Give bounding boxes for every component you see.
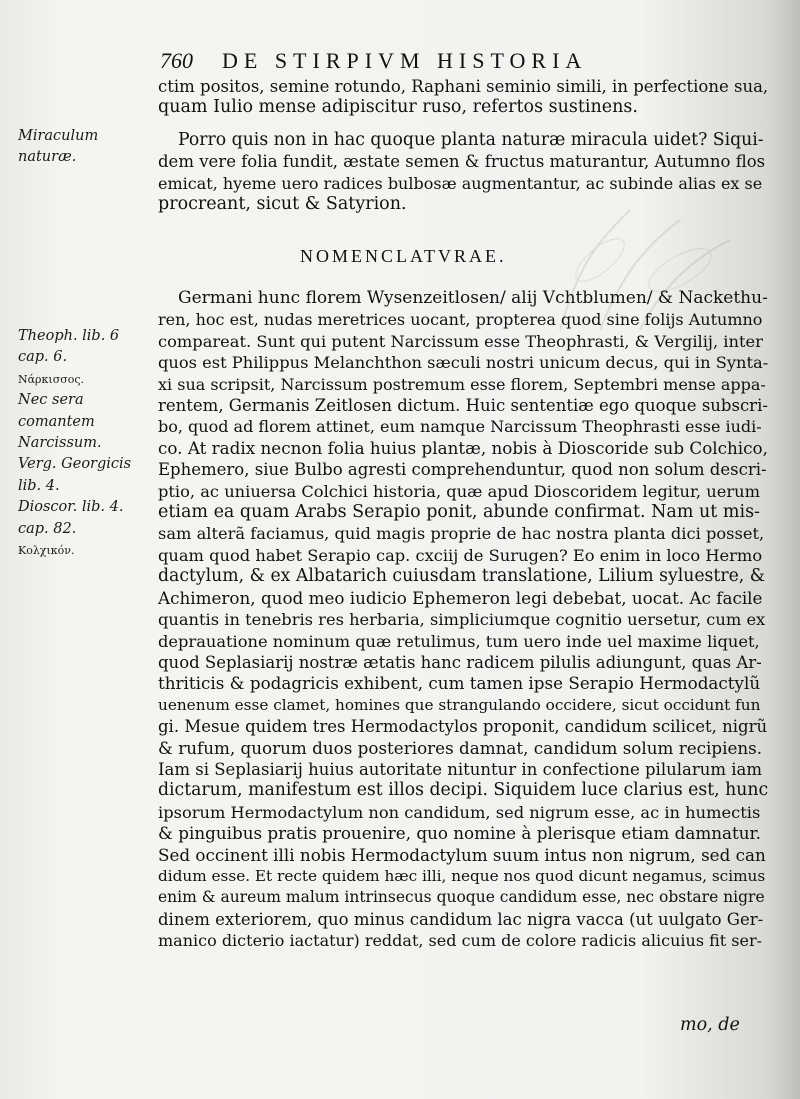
paragraph-miracula [158,130,768,216]
text-line: compareat. Sunt qui putent Narcissum esse Theophrasti, & Vergilij, inter [158,331,763,351]
text-line: Sed occinent illi nobis Hermodactylum suum intus non nigrum, sed can [158,844,766,865]
margin-citation: Theoph. lib. 6 [18,328,120,344]
text-line: emicat, hyeme uero radices bulbosæ augmentantur, ac subinde alias ex se [158,173,763,193]
running-title: DE STIRPIVM HISTORIA [222,48,588,73]
page-number: 760 [160,48,193,73]
text-line: dem vere folia fundit, æstate semen & fructus maturantur, Autumno flos [158,152,766,172]
text-line: etiam ea quam Arabs Serapio ponit, abunde confirmat. Nam ut mis- [158,502,760,523]
text-line: procreant, sicut & Satyrion. [158,194,407,215]
margin-citation: cap. 6. [18,349,68,366]
text-line: manico dicterio iactatur) reddat, sed cum de colore radicis alicuius fit ser- [158,931,763,951]
text-line: bo, quod ad florem attinet, eum namque Narcissum Theophrasti esse iudi- [158,417,762,437]
margin-note-line: Miraculum [18,128,99,144]
margin-citation: lib. 4. [18,477,60,494]
text-line: quantis in tenebris res herbaria, simpliciumque cognitio uersetur, cum ex [158,610,766,630]
text-line: didum esse. Et recte quidem hæc illi, neque nos quod dicunt negamus, scimus [158,866,766,885]
text-line: & pinguibus pratis prouenire, quo nomine à plerisque etiam damnatur. [158,823,761,844]
text-line: thriticis & podagricis exhibent, cum tamen ipse Serapio Hermodactylũ [158,673,761,694]
text-line: Achimeron, quod meo iudicio Ephemeron legi debebat, uocat. Ac facile [158,587,763,608]
text-line: Ephemero, siue Bulbo agresti comprehenduntur, quod non solum descri- [158,460,767,480]
text-line: ren, hoc est, nudas meretrices uocant, propterea quod sine folijs Autumno [158,310,763,330]
text-line: ipsorum Hermodactylum non candidum, sed nigrum esse, ac in humectis [158,802,761,822]
text-line: uenenum esse clamet, homines que strangulando occidere, sicut occidunt fun [158,695,761,714]
margin-citation: Verg. Georgicis [18,456,132,473]
text-line: rentem, Germanis Zeitlosen dictum. Huic sententiæ ego quoque subscri- [158,396,768,416]
text-line: deprauatione nominum quæ retulimus, tum uero inde uel maxime liquet, [158,631,760,651]
text-line: quos est Philippus Melanchthon sæculi nostri unicum decus, qui in Synta- [158,353,769,373]
margin-citation: Dioscor. lib. 4. [18,499,124,516]
text-line: & rufum, quorum duos posteriores damnat, candidum solum recipiens. [158,737,763,758]
margin-citation: cap. 82. [18,520,77,537]
margin-citation-greek: Νάρκισσος. [18,372,85,386]
margin-note-line: naturæ. [18,149,77,166]
text-line: co. At radix necnon folia huius plantæ, nobis à Dioscoride sub Colchico, [158,437,768,458]
text-line: quod Seplasiarij nostræ ætatis hanc radicem pilulis adiungunt, quas Ar- [158,652,762,672]
text-line: ptio, ac uniuersa Colchici historia, quæ apud Dioscoridem legitur, uerum [158,481,760,501]
margin-citation-greek: Κολχικόν. [18,544,75,558]
text-line: ctim positos, semine rotundo, Raphani seminio simili, in perfectione sua, [158,77,769,96]
section-heading: NOMENCLATVRAE. [300,246,507,266]
margin-note-citations [18,326,143,561]
catchword: mo, de [680,1015,740,1035]
text-line: enim & aureum malum intrinsecus quoque candidum esse, nec obstare nigre [158,888,765,907]
text-line: xi sua scripsit, Narcissum postremum esse florem, Septembri mense appa- [158,374,766,394]
text-line: Germani hunc florem Wysenzeitlosen/ alij Vchtblumen/ & Nackethu- [178,288,768,308]
text-line: dinem exteriorem, quo minus candidum lac nigra vacca (ut uulgato Ger- [158,909,764,929]
text-line: dactylum, & ex Albatarich cuiusdam translatione, Lilium syluestre, & [158,566,766,587]
text-line: sam alterã faciamus, quid magis proprie de hac nostra planta dici posset, [158,524,765,544]
text-line: quam Iulio mense adipiscitur ruso, refertos sustinens. [158,97,638,118]
text-line: gi. Mesue quidem tres Hermodactylos proponit, candidum scilicet, nigrũ [158,717,768,737]
text-line: Iam si Seplasiarij huius autoritate nituntur in confectione pilularum iam [158,759,762,779]
paragraph-nomenclature [158,288,768,952]
text-line: quam quod habet Serapio cap. cxciij de Surugen? Eo enim in loco Hermo [158,545,763,565]
paragraph-continuation [158,76,768,119]
margin-citation: Nec sera comantem Narcissum. [18,392,102,452]
text-line: dictarum, manifestum est illos decipi. Siquidem luce clarius est, hunc [158,780,769,801]
margin-note-miraculum [18,126,98,169]
text-line: Porro quis non in hac quoque planta naturæ miracula uidet? Siqui- [178,130,764,150]
